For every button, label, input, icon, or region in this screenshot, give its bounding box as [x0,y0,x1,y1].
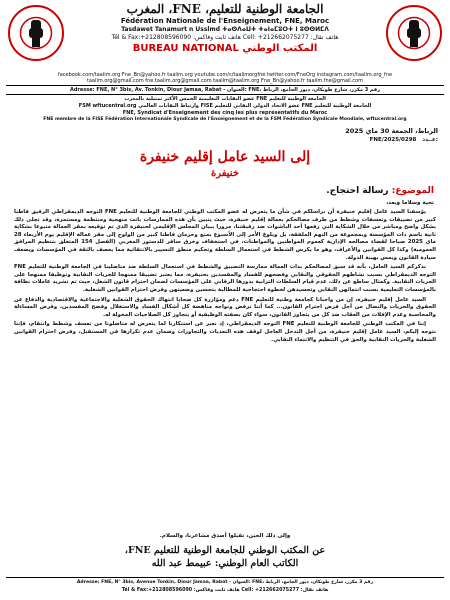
tamazight-title: Tasdawet Tanamurt n Usslmd ⵜⴰⵙⴷⴰⵡⵜ ⵜⴰⵏⴰⵎⵓⵔⵜ ⵏ ⵓⵙⵙⵍⵎⴷ [121,26,329,33]
subject-text: رسالة احتجاج. [326,186,389,196]
member-line-ar-1: الجامعة الوطنية للتعليم FNE عضو النقابات التعليمية الخمس الأكثر تمثيلية بالمغرب [124,96,326,102]
signature-org: عن المكتب الوطني للجامعة الوطنية للتعليم FNE، [124,545,326,556]
phone-line: Tél & Fax:+212808596090 :هاتف ثابت وفاكس Cell: +212662075277 :هاتف نقال [111,34,339,41]
address-line: Adresse: FNE, N° 3bis, Av. Tonkin, Diour Jamaa, Rabat - العنوان: FNE، رقم 3 مكرر، شارع طونكان، ديور الجامع، الرباط [69,87,381,93]
footer-phones: Tél & Fax:+212808596090 :هاتف ثابت وفاكس Cell: +212662075277 :هاتف نقال [121,588,329,593]
member-line-fr-2: FNE membre de la FISE Fédération Internationale Syndicale de l'Enseignement et de la FSM Fédération Syndicale Mondiale, wftucentral.org [43,117,407,122]
closing-line: وإلى ذلك الحين، تقبلوا أصدق مشاعرنا، والسلام. [159,533,291,539]
letterhead-center [64,2,386,55]
bureau-national: BUREAU NATIONAL المكتب الوطني [132,43,318,54]
date-line: الرباط، الجمعة 30 ماي 2025 [345,127,438,135]
social-links[interactable]: facebook.com/taalim.org Fne_Bn@yahoo.fr taalim.org youtube.com/c/taalimorgfne twitter.com/FneOrg instagram.com/taalim.org_fne [57,72,393,78]
subject-line [326,186,434,196]
paragraph: السيد عامل إقليم خنيفرة، إن من واجبانا كجامعة وطنية للتعليم FNE دعم ومؤازرة كل ضحايا انتهاك الحقوق الشغلية والاجتماعية والاقتصادية والدفاع عن الحقوق والحريات والنضال من أجل فرض احترام القانون... كما أننا نرفض ونواجه مناهضة كل أشكال الفساد والاستغلال وفضح المفسدين، وفرض المساءلة والمحاسبة وعدم الإفلات من العقاب ضد كل من يتجاوز القانون، سواء كان بصفته الوظيفية أو يتجاوز كل الصلاحيات المخولة له. [14,296,436,318]
reference-number [370,137,438,143]
subject-label: الموضوع: [391,186,434,196]
signature-name: الكاتب العام الوطني: عبيمط عبد الله [151,558,299,569]
addressee-city: خنيفرة [210,168,240,179]
paragraph: إننا في المكتب الوطني للجامعة الوطنية للتعليم FNE التوجه الديمقراطي، إذ نعبر عن استنكارنا لما يتعرض له مناضلونا من تعسف وشطط وانتقام، فإننا نتوجه إليكم، السيد عامل إقليم خنيفرة، من أجل التدخل العاجل لوقف هذه التعديات والتجاوزات وضمان عدم تكرارها في المستقبل، وفرض احترام القوانين الشغلية والحريات النقابية والحق في التنظيم والانتماء النقابي. [14,321,436,343]
reference-label: عــدد: [422,137,438,143]
divider [6,85,444,86]
arabic-title: الجامعة الوطنية للتعليم، FNE، المغرب [126,2,324,16]
member-line-ar-2: الجامعة الوطنية للتعليم FNE عضو الاتحاد الدولي النقابي للتعليم FISE وارتباط النقابات العالمي FSM wftucentral.org [78,103,372,109]
french-title: Fédération Nationale de l'Enseignement, FNE, Maroc [120,17,330,25]
divider [6,94,444,95]
fne-logo-left [8,5,64,61]
addressee-title: إلى السيد عامل إقليم خنيفرة [139,149,311,165]
member-line-fr-1: FNE, Syndicat d'Enseignement des cinq les plus représentatifs du Maroc [122,110,328,116]
footer-divider [6,577,444,578]
reference-number-value: FNE/2025/0298 [369,137,417,143]
fne-logo-right [386,5,442,61]
letter-body [14,209,436,346]
raised-fist-icon [19,16,53,50]
footer-address: Adresse: FNE, N° 3bis, Avenue Tonkin, Diour Jamaa, Rabat - العنوان: FNE، رقم 3 مكرر، شارع طونكان، ديور الجامع، الرباط [76,580,374,585]
email-line[interactable]: taalim.org@gmail.com fne.taalim.org@gmail.com taalim@taalim.org Fne_Bn@yahoo.fr taalim.fne@gmail.com [87,78,363,84]
paragraph: نذكركم السيد العامل، بأنه قد سبق لمصالحكم بذات العمالة ممارسة التضييق والشطط في استعمال السلطة ضد مناضلينا في الجامعة الوطنية للتعليم FNE التوجه الديمقراطي بسبب نشاطهم الحقوقي والنقابي وفضحهم للفساد والمفسدين بخنيفرة، مما يعتبر تضييقا ممنهجا للحريات النقابية وتوظيفا ممنهجا على الحريات النقابية. وكمثال ساطع عن ذلك، عدم قيام السلطات الترابية بدورها الرقابي على المؤسسات لضمان احترام قانون الشغل، حيث تم تشريد عاملات نظافة بالمؤسسات التعليمية بسبب انتمائهن النقابي وتجسيدهن لخطوة احتجاجية للمطالبة بتحسين وضعيتهن وفرض احترام القوانين الشغلية. [14,264,436,293]
greeting: تحية وسلاما وبعد، [386,200,434,206]
paragraph: يؤسفنا السيد عامل إقليم خنيفرة أن نراسلكم في شأن ما يتعرض له عضو المكتب الوطني للجامعة الوطنية للتعليم FNE التوجه الديمقراطي الرفيق فاطنا كبير من تضييقات وتعسفات وشطط من طرف مصالحكم بعمالة إقليم خنيفرة، حيث يتبين بأن هذه الممارسات باتت منهجية ومنتظمة ومستمرة، وقد تجلى ذلك بشكل واضح ومباشر من خلال الشكاية التي رفعها أحد الباشوات ضد رفيقتنا، مرورا ببيان المجلس الإقليمي لخنيفرة الذي تم توقيعه بمقر العمالة متبوعا بشكاية ثانية باسم ذات المؤسسة وبمجموعة من التهم الملفقة، بل وبلوغ الأمر إلى الأسبوع بمنع وحرمان فاطنا كبير من الولوج إلى مقر عمالة الإقليم يوم الأربعاء 28 ماي 2025 صباحا لقضاء مصالحه الإدارية كعموم المواطنين والمواطنات، في استخفاف وخرق سافر للدستور المغربي (الفصل 154 المتعلق بتنظيم المرافق العمومية) وكذا كل القوانين والأعراف، وهو ما يكرس الشطط في استعمال السلطة وتحكيم منطق التسيير بالانتقائية مما يعصف بالثقة في المؤسسات ويضعف سيادة القانون ويمس بهيبة الدولة. [14,209,436,261]
raised-fist-icon [397,16,431,50]
